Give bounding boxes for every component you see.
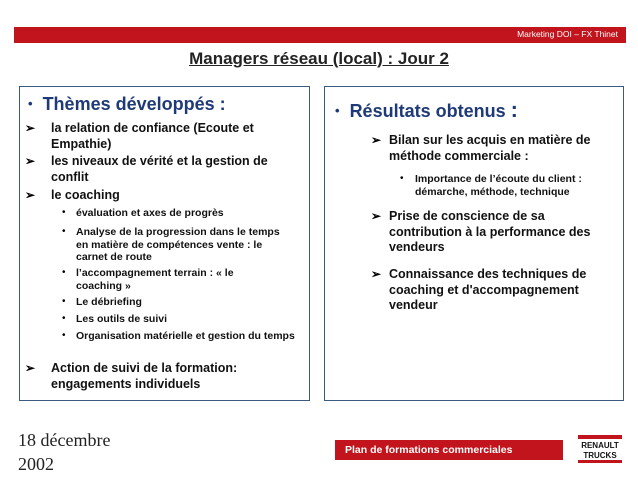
- dot-bullet-icon: •: [62, 313, 66, 324]
- themes-panel: [19, 86, 310, 401]
- arrow-bullet-icon: ➢: [371, 267, 382, 281]
- dot-bullet-icon: •: [62, 207, 66, 218]
- theme-item: les niveaux de vérité et la gestion de conflit: [51, 154, 268, 184]
- result-item: Connaissance des techniques de coaching et d'accompagnement vendeur: [389, 267, 587, 312]
- arrow-bullet-icon: ➢: [25, 154, 36, 168]
- arrow-bullet-icon: ➢: [25, 361, 36, 375]
- arrow-bullet-icon: ➢: [371, 133, 382, 147]
- theme-item: le coaching: [51, 188, 120, 202]
- results-heading: [335, 97, 518, 123]
- arrow-bullet-icon: ➢: [25, 188, 36, 202]
- coaching-subitem: Les outils de suivi: [76, 313, 168, 325]
- theme-item: la relation de confiance (Ecoute et Empathie): [51, 121, 254, 151]
- dot-bullet-icon: •: [62, 330, 66, 341]
- coaching-subitem: l’accompagnement terrain : « le coaching »: [76, 267, 234, 292]
- result-subitem: Importance de l’écoute du client : démarche, méthode, technique: [415, 173, 582, 198]
- coaching-subitem: évaluation et axes de progrès: [76, 207, 224, 219]
- footer-banner: [335, 440, 563, 460]
- result-item: Prise de conscience de sa contribution à la performance des vendeurs: [389, 209, 591, 254]
- arrow-bullet-icon: ➢: [371, 209, 382, 223]
- top-banner: [14, 27, 626, 43]
- themes-heading-text: Thèmes développés :: [42, 94, 226, 114]
- slide-date: 18 décembre 2002: [18, 430, 111, 474]
- arrow-bullet-icon: ➢: [25, 121, 36, 135]
- dot-bullet-icon: •: [62, 226, 66, 237]
- results-panel: [324, 86, 624, 401]
- themes-heading: [28, 94, 226, 115]
- renault-trucks-logo: [576, 434, 624, 464]
- coaching-subitem: Analyse de la progression dans le temps en matière de compétences vente : le carnet de route: [76, 226, 280, 263]
- results-heading-colon: :: [510, 97, 518, 122]
- author-credit: Marketing DOI – FX Thinet: [517, 29, 618, 39]
- dot-bullet-icon: •: [400, 173, 404, 184]
- logo-line-2: TRUCKS: [583, 451, 617, 460]
- result-item: Bilan sur les acquis en matière de méthode commerciale :: [389, 133, 591, 163]
- dot-bullet-icon: •: [62, 296, 66, 307]
- plan-label: Plan de formations commerciales: [345, 444, 513, 456]
- bullet-icon: •: [28, 96, 33, 111]
- slide-title: Managers réseau (local) : Jour 2: [189, 49, 449, 68]
- results-heading-text: Résultats obtenus: [349, 101, 506, 121]
- coaching-subitem: Le débriefing: [76, 296, 142, 308]
- dot-bullet-icon: •: [62, 267, 66, 278]
- logo-line-1: RENAULT: [581, 441, 619, 450]
- bullet-icon: •: [335, 103, 340, 118]
- coaching-subitem: Organisation matérielle et gestion du temps: [76, 330, 295, 342]
- theme-item: Action de suivi de la formation: engagements individuels: [51, 361, 238, 391]
